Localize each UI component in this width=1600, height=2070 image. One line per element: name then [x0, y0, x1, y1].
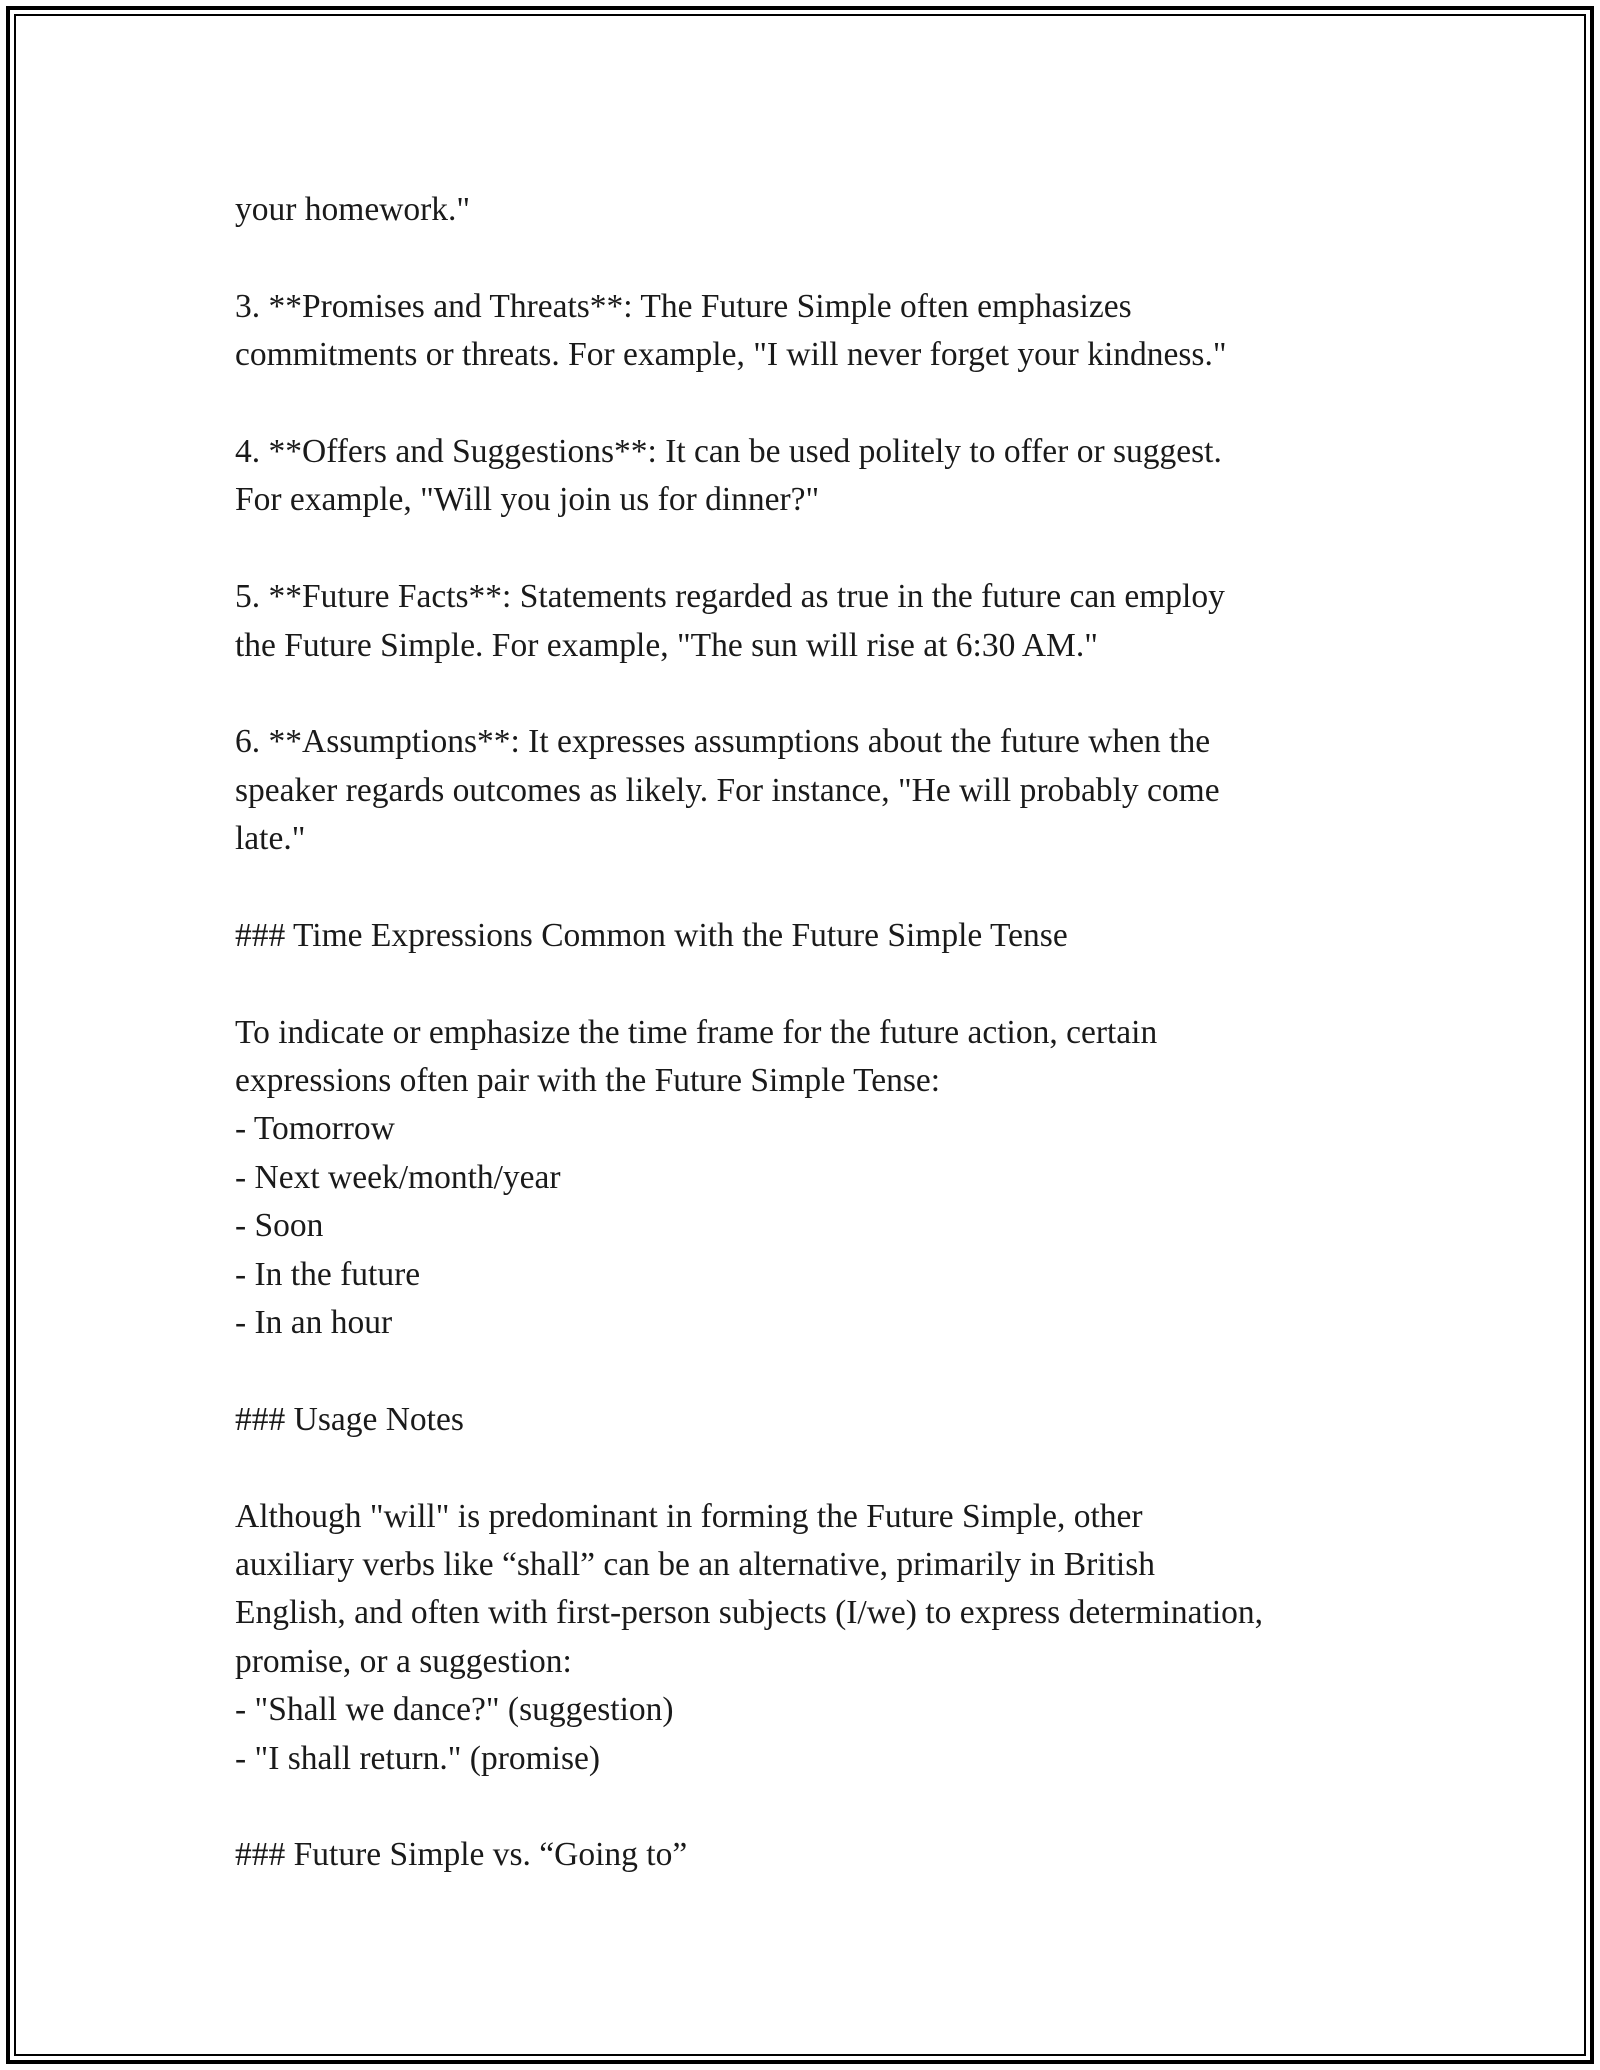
- text-line: 6. **Assumptions**: It expresses assumptions about the future when the: [235, 723, 1211, 761]
- blank-line: [235, 1444, 1385, 1492]
- section-heading: ### Future Simple vs. “Going to”: [235, 1836, 688, 1874]
- list-item: - Tomorrow: [235, 1110, 395, 1148]
- text-line: auxiliary verbs like “shall” can be an alternative, primarily in British: [235, 1545, 1156, 1583]
- text-line: English, and often with first-person subjects (I/we) to express determination,: [235, 1594, 1264, 1632]
- text-line: 5. **Future Facts**: Statements regarded as true in the future can employ: [235, 578, 1225, 616]
- text-line: your homework.": [235, 191, 471, 228]
- blank-line: [235, 863, 1385, 911]
- list-item: - Next week/month/year: [235, 1158, 561, 1196]
- section-heading: ### Time Expressions Common with the Future Simple Tense: [235, 916, 1068, 954]
- list-item: - Soon: [235, 1207, 324, 1245]
- blank-line: [235, 234, 1385, 282]
- text-line: the Future Simple. For example, "The sun will rise at 6:30 AM.": [235, 626, 1098, 664]
- text-line: To indicate or emphasize the time frame for the future action, certain: [235, 1013, 1158, 1051]
- text-line: speaker regards outcomes as likely. For instance, "He will probably come: [235, 771, 1220, 809]
- blank-line: [235, 670, 1385, 718]
- text-line: 3. **Promises and Threats**: The Future Simple often emphasizes: [235, 287, 1132, 325]
- blank-line: [235, 525, 1385, 573]
- list-item: - In the future: [235, 1255, 421, 1293]
- list-item: - "Shall we dance?" (suggestion): [235, 1691, 674, 1729]
- document-body: [235, 186, 1385, 1880]
- section-heading: ### Usage Notes: [235, 1400, 464, 1438]
- blank-line: [235, 960, 1385, 1008]
- text-line: 4. **Offers and Suggestions**: It can be used politely to offer or suggest.: [235, 432, 1222, 470]
- blank-line: [235, 1347, 1385, 1395]
- list-item: - "I shall return." (promise): [235, 1739, 601, 1777]
- text-line: promise, or a suggestion:: [235, 1642, 572, 1680]
- blank-line: [235, 380, 1385, 428]
- text-line: For example, "Will you join us for dinner?": [235, 481, 820, 519]
- blank-line: [235, 1783, 1385, 1831]
- text-line: Although "will" is predominant in forming the Future Simple, other: [235, 1497, 1143, 1535]
- text-line: late.": [235, 820, 306, 858]
- text-line: expressions often pair with the Future Simple Tense:: [235, 1062, 941, 1100]
- text-line: commitments or threats. For example, "I will never forget your kindness.": [235, 336, 1227, 374]
- list-item: - In an hour: [235, 1303, 393, 1341]
